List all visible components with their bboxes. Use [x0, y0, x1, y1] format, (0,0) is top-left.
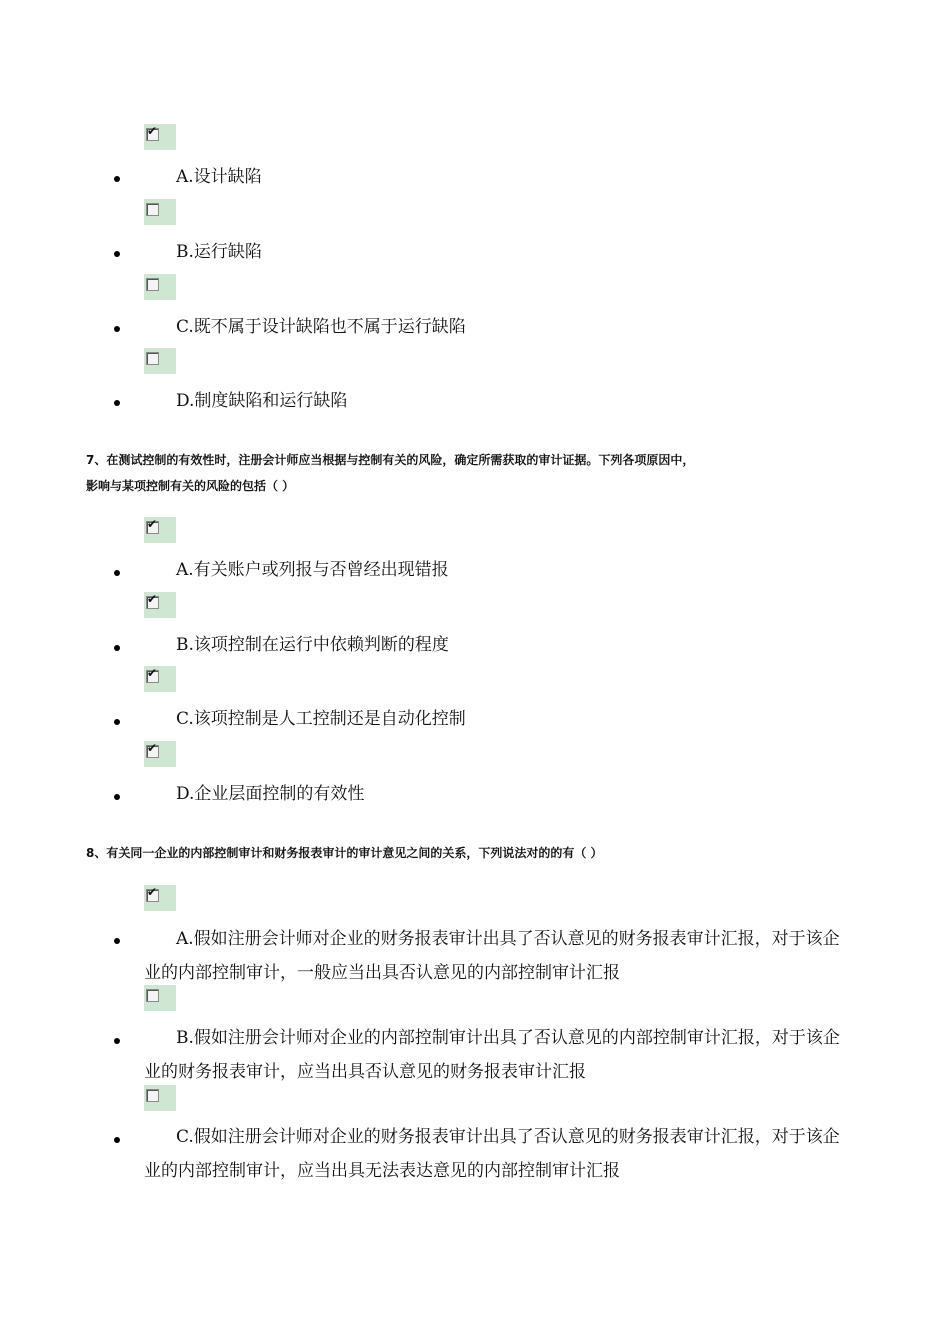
checkmark-icon: ✔	[147, 124, 158, 138]
option-checkbox-q7-a[interactable]	[144, 517, 176, 543]
checkbox-box	[146, 885, 159, 902]
checkmark-icon: ✔	[147, 666, 158, 680]
bullet-icon	[114, 719, 120, 725]
option-q6-d: D.制度缺陷和运行缺陷	[176, 391, 348, 411]
option-checkbox-q8-b[interactable]	[144, 985, 176, 1011]
bullet-icon	[114, 794, 120, 800]
option-q7-a: A.有关账户或列报与否曾经出现错报	[176, 560, 449, 580]
option-q8-c: C.假如注册会计师对企业的财务报表审计出具了否认意见的财务报表审计汇报，对于该企业的内部控制审计，应当出具无法表达意见的内部控制审计汇报	[144, 1127, 840, 1181]
checkbox-box	[146, 741, 159, 758]
bullet-icon	[114, 176, 120, 182]
option-checkbox-q6-a[interactable]	[144, 124, 176, 150]
option-q8-b: B.假如注册会计师对企业的内部控制审计出具了否认意见的内部控制审计汇报，对于该企业的财务报表审计，应当出具否认意见的财务报表审计汇报	[144, 1028, 840, 1082]
bullet-icon	[114, 645, 120, 651]
checkmark-icon: ✔	[147, 517, 158, 531]
option-checkbox-q6-b[interactable]	[144, 199, 176, 225]
question-7-title	[86, 447, 856, 499]
checkbox-box	[146, 592, 159, 609]
question-7-line2: 影响与某项控制有关的风险的包括（ ）	[86, 479, 295, 493]
option-q6-a: A.设计缺陷	[176, 167, 262, 187]
checkbox-box	[146, 278, 159, 291]
bullet-icon	[114, 400, 120, 406]
option-checkbox-q8-a[interactable]	[144, 885, 176, 911]
option-q7-d: D.企业层面控制的有效性	[176, 784, 365, 804]
checkbox-box	[146, 989, 159, 1002]
checkmark-icon: ✔	[147, 885, 158, 899]
checkmark-icon: ✔	[147, 741, 158, 755]
bullet-icon	[114, 1038, 120, 1044]
checkbox-box	[146, 517, 159, 534]
option-checkbox-q8-c[interactable]	[144, 1085, 176, 1111]
option-q7-b: B.该项控制在运行中依赖判断的程度	[176, 635, 449, 655]
bullet-icon	[114, 251, 120, 257]
option-q6-b: B.运行缺陷	[176, 242, 262, 262]
bullet-icon	[114, 570, 120, 576]
option-checkbox-q6-d[interactable]	[144, 348, 176, 374]
question-7-line1: 7、在测试控制的有效性时，注册会计师应当根据与控制有关的风险，确定所需获取的审计证据。下列各项原因中，	[86, 453, 695, 467]
option-checkbox-q7-c[interactable]	[144, 666, 176, 692]
bullet-icon	[114, 938, 120, 944]
checkmark-icon: ✔	[147, 592, 158, 606]
question-8-title: 8、有关同一企业的内部控制审计和财务报表审计的审计意见之间的关系，下列说法对的的有（ ）	[86, 846, 603, 860]
checkbox-box	[146, 352, 159, 365]
option-q6-c: C.既不属于设计缺陷也不属于运行缺陷	[176, 317, 466, 337]
checkbox-box	[146, 203, 159, 216]
option-checkbox-q7-d[interactable]	[144, 741, 176, 767]
checkbox-box	[146, 666, 159, 683]
checkbox-box	[146, 124, 159, 141]
option-q7-c: C.该项控制是人工控制还是自动化控制	[176, 709, 466, 729]
checkbox-box	[146, 1089, 159, 1102]
bullet-icon	[114, 326, 120, 332]
option-q8-a: A.假如注册会计师对企业的财务报表审计出具了否认意见的财务报表审计汇报，对于该企业的内部控制审计，一般应当出具否认意见的内部控制审计汇报	[144, 929, 840, 983]
option-checkbox-q7-b[interactable]	[144, 592, 176, 618]
bullet-icon	[114, 1137, 120, 1143]
option-checkbox-q6-c[interactable]	[144, 274, 176, 300]
